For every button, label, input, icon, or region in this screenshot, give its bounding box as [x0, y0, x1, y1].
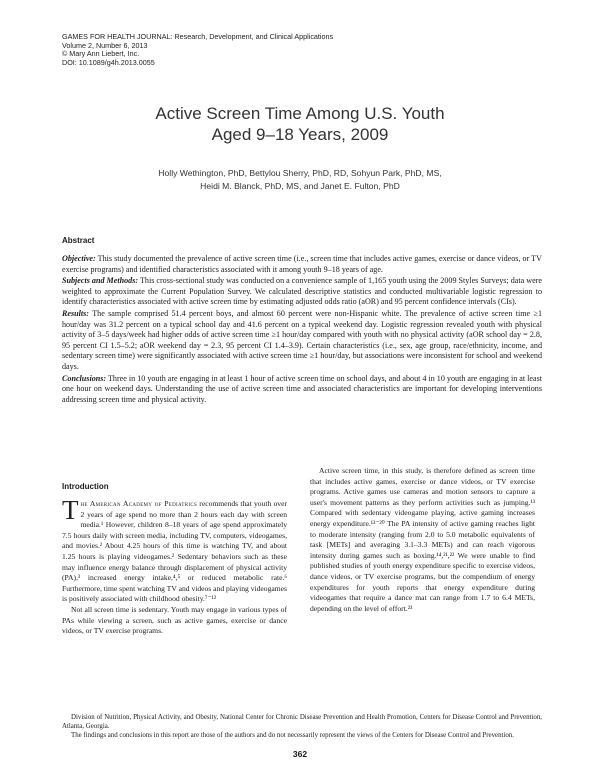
disclaimer-note: The findings and conclusions in this report are those of the authors and do not necessarily represent the views of the Centers for Disease Control and Prevention. [71, 731, 514, 739]
title-line-1: Active Screen Time Among U.S. Youth [155, 104, 445, 123]
abstract-body [62, 254, 542, 406]
methods-label: Subjects and Methods: [62, 276, 139, 286]
abstract-methods [62, 276, 542, 308]
article-title [0, 103, 600, 145]
authors-line-2: Heidi M. Blanck, PhD, MS, and Janet E. Fulton, PhD [200, 180, 400, 191]
right-column [310, 466, 535, 614]
volume-info: Volume 2, Number 6, 2013 [62, 40, 148, 50]
journal-header [62, 33, 333, 67]
abstract-conclusions [62, 374, 542, 406]
left-column [62, 485, 287, 637]
intro-right-paragraph: Active screen time, in this study, is therefore defined as screen time that includes active games, exercise or dance videos, or TV exercise programs. Active games use cameras and motion sensors to capture a user's movement patterns as they perform activities such as jumping.¹³ Compared with sedentary videogame playing, active gaming increases energy expenditure.¹³⁻²⁰ The PA intensity of active gaming reaches light to moderate intensity (ranging from 2.0 to 5.0 metabolic equivalents of task [METs] and averaging 3.1–3.3 METs) and can reach vigorous intensity during games such as boxing.¹⁴,²¹,²² We were unable to find published studies of youth energy expenditure specific to exercise videos, dance videos, or TV exercise programs, but the compendium of energy expenditures for youth reports that energy expenditure during videogames that require a dance mat can range from 1.7 to 6.4 METs, depending on the level of effort.²³ [310, 466, 535, 613]
results-text: The sample comprised 51.4 percent boys, and almost 60 percent were non-Hispanic white. The prevalence of active screen time ≥1 hour/day was 31.2 percent on a typical school day and 41.6 percent on a typical weekend day. Logistic regression revealed youth with physical activity of 3–5 days/week had higher odds of active screen time ≥1 hour/day compared with youth with no physical activity (aOR school day = 2.8, 95 percent CI 1.5–5.2; aOR weekend day = 2.3, 95 percent CI 1.4–3.9). Certain characteristics (i.e., sex, age group, race/ethnicity, income, and sedentary screen time) were significantly associated with active screen time ≥1 hour/day, but associations were inconsistent for school and weekend days. [62, 308, 542, 371]
author-list [0, 167, 600, 192]
intro-smallcaps: he American Academy of Pediatrics [80, 499, 198, 508]
conclusions-text: Three in 10 youth are engaging in at least 1 hour of active screen time on school days, and about 4 in 10 youth are engaging in at least one hour on weekend days. Understanding the use of active screen time and associated characteristics are important for developing interventions addressing screen time and physical activity. [62, 373, 542, 404]
doi: DOI: 10.1089/g4h.2013.0055 [62, 57, 155, 67]
abstract-heading: Abstract [62, 236, 95, 245]
page-number: 362 [292, 749, 308, 759]
authors-line-1: Holly Wethington, PhD, Bettylou Sherry, PhD, RD, Sohyun Park, PhD, MS, [158, 168, 442, 178]
results-label: Results: [62, 308, 89, 318]
objective-text: This study documented the prevalence of active screen time (i.e., screen time that includes active games, exercise or dance videos, or TV exercise programs) and identified characteristics associated with it among youth 9–18 years of age. [62, 254, 542, 274]
intro-paragraph-1 [62, 495, 287, 605]
conclusions-label: Conclusions: [62, 373, 107, 383]
title-line-2: Aged 9–18 Years, 2009 [211, 125, 389, 144]
copyright: © Mary Ann Liebert, Inc. [62, 49, 140, 59]
journal-name: GAMES FOR HEALTH JOURNAL: Research, Development, and Clinical Applications [62, 32, 334, 41]
introduction-heading: Introduction [62, 482, 109, 491]
objective-label: Objective: [62, 254, 96, 263]
abstract-objective [62, 254, 542, 275]
methods-text: This cross-sectional study was conducted on a convenience sample of 1,165 youth using the 2009 Styles Surveys; data were weighted to approximate the Current Population Survey. We calculated descriptive statistics and conducted multivariable logistic regression to identify characteristics associated with active screen time by estimating adjusted odds ratio (aOR) and 95 percent confidence intervals (CIs). [62, 276, 542, 307]
affiliation-note: Division of Nutrition, Physical Activity, and Obesity, National Center for Chronic Disease Prevention and Health Promotion, Centers for Disease Control and Prevention, Atlanta, Georgia. [62, 714, 542, 730]
intro-p1-text: recommends that youth over 2 years of age spend no more than 2 hours each day with screen media.¹ However, children 8–18 years of age spend approximately 7.5 hours daily with screen media, including TV, computers, videogames, and movies.² About 4.25 hours of this time is watching TV, and about 1.25 hours is playing videogames.² Sedentary behaviors such as these may influence energy balance through displacement of physical activity (PA),³ increased energy intake,⁴,⁵ or reduced metabolic rate.⁶ Furthermore, time spent watching TV and videos and playing videogames is positively associated with childhood obesity.⁷⁻¹² [62, 499, 287, 604]
abstract-results [62, 309, 542, 373]
intro-paragraph-2: Not all screen time is sedentary. Youth may engage in various types of PAs while viewing a screen, such as active games, exercise or dance videos, or TV exercise programs. [62, 604, 287, 636]
footnotes [62, 714, 542, 740]
drop-cap: T [62, 495, 79, 525]
